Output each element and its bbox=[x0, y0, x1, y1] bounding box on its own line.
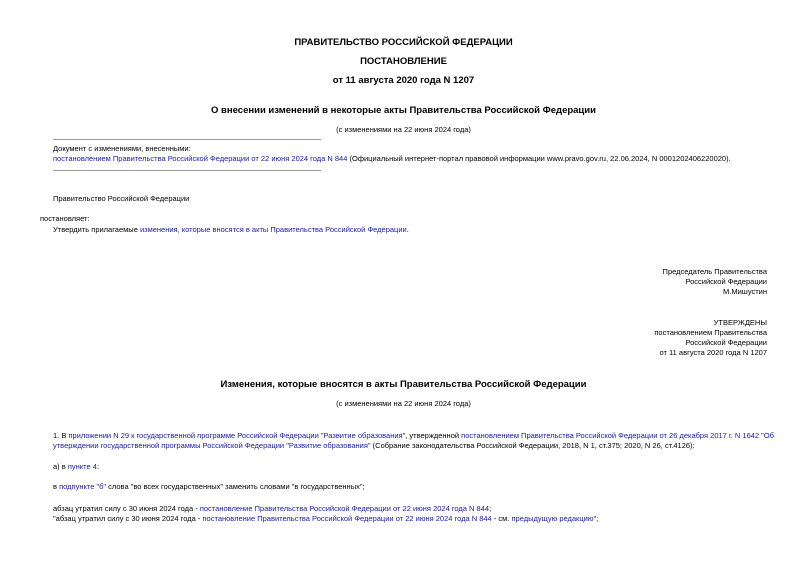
annex-title: Изменения, которые вносятся в акты Правительства Российской Федерации bbox=[220, 379, 587, 390]
changes-intro: Документ с изменениями, внесенными: bbox=[53, 144, 191, 153]
subitem-a bbox=[53, 462, 99, 472]
preamble-decrees: постановляет: bbox=[40, 214, 90, 223]
amendment-note: (с изменениями на 22 июня 2024 года) bbox=[336, 125, 471, 134]
quoted-paragraph bbox=[53, 514, 598, 524]
approve-text: Утвердить прилагаемые bbox=[53, 225, 140, 234]
signature-name: М.Мишустин bbox=[723, 287, 767, 296]
item1-line2 bbox=[53, 441, 695, 451]
item1-approved-text: , утвержденной bbox=[405, 431, 462, 440]
subpoint-b-link[interactable]: подпункте "б" bbox=[59, 482, 107, 491]
annex-amendment-note: (с изменениями на 22 июня 2024 года) bbox=[336, 399, 471, 408]
document-date-number: от 11 августа 2020 года N 1207 bbox=[332, 75, 475, 86]
lost-force-paragraph bbox=[53, 504, 491, 514]
approve-paragraph bbox=[53, 225, 409, 235]
quoted-text: "абзац утратил силу с 30 июня 2024 года - bbox=[53, 514, 203, 523]
previous-edition-link[interactable]: предыдущую редакцию bbox=[511, 514, 594, 523]
lost-force-text: абзац утратил силу с 30 июня 2024 года - bbox=[53, 504, 200, 513]
decree-1642-link-continued[interactable]: утверждении государственной программы Российской Федерации "Развитие образования" bbox=[53, 441, 371, 450]
subpoint-b-prefix: в bbox=[53, 482, 60, 491]
government-heading: ПРАВИТЕЛЬСТВО РОССИЙСКОЙ ФЕДЕРАЦИИ bbox=[294, 37, 513, 48]
approved-date: от 11 августа 2020 года N 1207 bbox=[659, 348, 767, 357]
changes-annex-link[interactable]: изменения, которые вносятся в акты Правительства Российской Федерации bbox=[139, 225, 407, 234]
lost-force-end: ; bbox=[489, 504, 492, 513]
publication-source: (Официальный интернет-портал правовой информации www.pravo.gov.ru, 22.06.2024, N 0001202406220020). bbox=[347, 154, 731, 163]
point4-link[interactable]: пункте 4 bbox=[67, 462, 97, 471]
item1-line1 bbox=[53, 431, 774, 441]
changes-top-rule bbox=[53, 139, 321, 140]
quoted-see: - см. bbox=[491, 514, 512, 523]
approved-org: Российской Федерации bbox=[685, 338, 767, 347]
subitem-a-colon: : bbox=[96, 462, 100, 471]
document-type: ПОСТАНОВЛЕНИЕ bbox=[360, 56, 447, 67]
signature-org: Российской Федерации bbox=[685, 277, 767, 286]
amending-decree-link[interactable]: постановлением Правительства Российской Федерации от 22 июня 2024 года N 844 bbox=[53, 154, 348, 163]
item1-number: 1. В bbox=[53, 431, 69, 440]
changes-bottom-rule bbox=[53, 170, 321, 171]
decree-844-link-quoted[interactable]: постановление Правительства Российской Федерации от 22 июня 2024 года N 844 bbox=[202, 514, 492, 523]
decree-844-link[interactable]: постановление Правительства Российской Федерации от 22 июня 2024 года N 844 bbox=[199, 504, 490, 513]
item1-collection-reference: (Собрание законодательства Российской Федерации, 2018, N 1, ст.375; 2020, N 26, ст.4126): bbox=[370, 441, 695, 450]
approved-by: постановлением Правительства bbox=[654, 328, 767, 337]
decree-1642-link[interactable]: постановлением Правительства Российской Федерации от 26 декабря 2017 г. N 1642 "Об bbox=[461, 431, 774, 440]
approve-period: . bbox=[406, 225, 409, 234]
subpoint-b-text: слова "во всех государственных" заменить словами "в государственных"; bbox=[106, 482, 365, 491]
approved-heading: УТВЕРЖДЕНЫ bbox=[713, 318, 767, 327]
signature-title: Председатель Правительства bbox=[662, 267, 767, 276]
preamble-subject: Правительство Российской Федерации bbox=[53, 194, 190, 203]
subitem-a-text: а) в bbox=[53, 462, 68, 471]
changes-reference bbox=[53, 154, 731, 164]
subpoint-b-paragraph bbox=[53, 482, 365, 492]
quoted-end: "; bbox=[593, 514, 599, 523]
document-title: О внесении изменений в некоторые акты Правительства Российской Федерации bbox=[211, 105, 596, 116]
annex29-link[interactable]: приложении N 29 к государственной программе Российской Федерации "Развитие образования" bbox=[68, 431, 406, 440]
